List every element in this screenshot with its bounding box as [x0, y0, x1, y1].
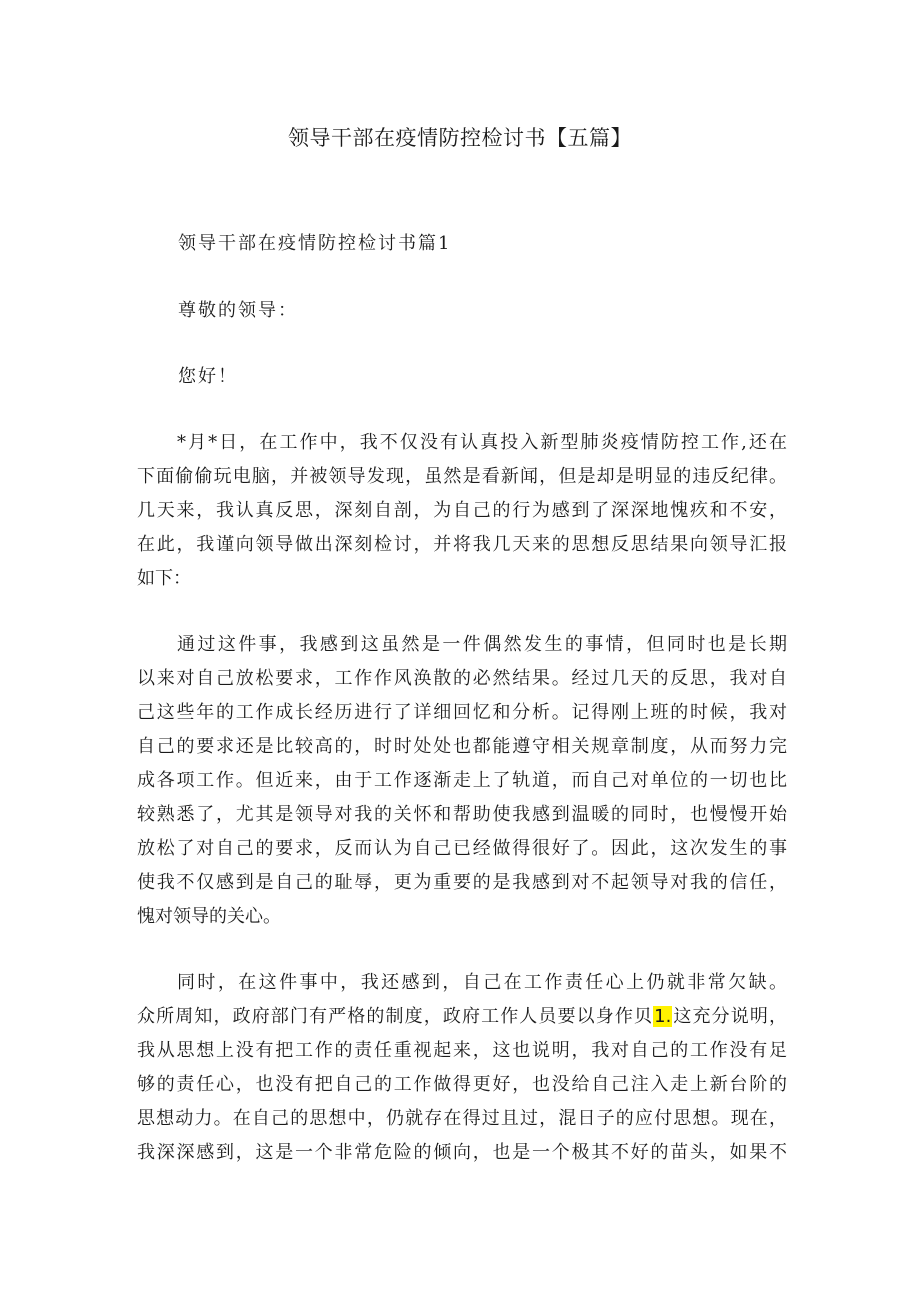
paragraph-line: 我从思想上没有把工作的责任重视起来，这也说明，我对自己的工作没有足	[137, 1040, 787, 1061]
paragraph-line: 使我不仅感到是自己的耻辱，更为重要的是我感到对不起领导对我的信任，	[137, 872, 787, 893]
paragraph-line: 自己的要求还是比较高的，时时处处也都能遵守相关规章制度，从而努力完	[137, 736, 787, 757]
paragraph-line: 己这些年的工作成长经历进行了详细回忆和分析。记得刚上班的时候，我对	[137, 702, 787, 723]
paragraph-line: 在此，我谨向领导做出深刻检讨，并将我几天来的思想反思结果向领导汇报	[137, 534, 787, 555]
paragraph-line-text: 众所周知，政府部门有严格的制度，政府工作人员要以身作贝	[137, 1006, 654, 1027]
paragraph-line: 如下：	[137, 568, 191, 589]
paragraph-line: 以来对自己放松要求，工作作风涣散的必然结果。经过几天的反思，我对自	[137, 668, 787, 689]
document-title: 领导干部在疫情防控检讨书【五篇】	[288, 126, 632, 150]
paragraph-line: 放松了对自己的要求，反而认为自己已经做得很好了。因此，这次发生的事	[137, 838, 787, 859]
paragraph-line: 成各项工作。但近来，由于工作逐渐走上了轨道，而自己对单位的一切也比	[137, 770, 787, 791]
salutation: 尊敬的领导：	[178, 300, 298, 321]
paragraph-line: 较熟悉了，尤其是领导对我的关怀和帮助使我感到温暖的同时，也慢慢开始	[137, 804, 787, 825]
paragraph-line: 同时，在这件事中，我还感到，自己在工作责任心上仍就非常欠缺。	[177, 972, 787, 993]
paragraph-line: 下面偷偷玩电脑，并被领导发现，虽然是看新闻，但是却是明显的违反纪律。	[137, 466, 787, 487]
paragraph-line: 几天来，我认真反思，深刻自剖，为自己的行为感到了深深地愧疚和不安，	[137, 500, 787, 521]
paragraph-2	[137, 628, 787, 934]
paragraph-line	[137, 1000, 787, 1034]
paragraph-line: 愧对领导的关心。	[137, 906, 281, 927]
greeting: 您好！	[178, 366, 238, 387]
paragraph-line: 通过这件事，我感到这虽然是一件偶然发生的事情，但同时也是长期	[177, 634, 787, 655]
paragraph-3	[137, 966, 787, 1170]
highlight-marker: 1.	[654, 1006, 672, 1027]
paragraph-1	[137, 426, 787, 596]
paragraph-line-text: 这充分说明，	[672, 1006, 788, 1027]
paragraph-line: 思想动力。在自己的思想中，仍就存在得过且过，混日子的应付思想。现在，	[137, 1108, 787, 1129]
paragraph-line: 我深深感到，这是一个非常危险的倾向，也是一个极其不好的苗头，如果不	[137, 1142, 787, 1163]
paragraph-line: 够的责任心，也没有把自己的工作做得更好，也没给自己注入走上新台阶的	[137, 1074, 787, 1095]
paragraph-line: *月*日，在工作中，我不仅没有认真投入新型肺炎疫情防控工作,还在	[177, 432, 787, 453]
section-heading: 领导干部在疫情防控检讨书篇1	[178, 233, 452, 254]
